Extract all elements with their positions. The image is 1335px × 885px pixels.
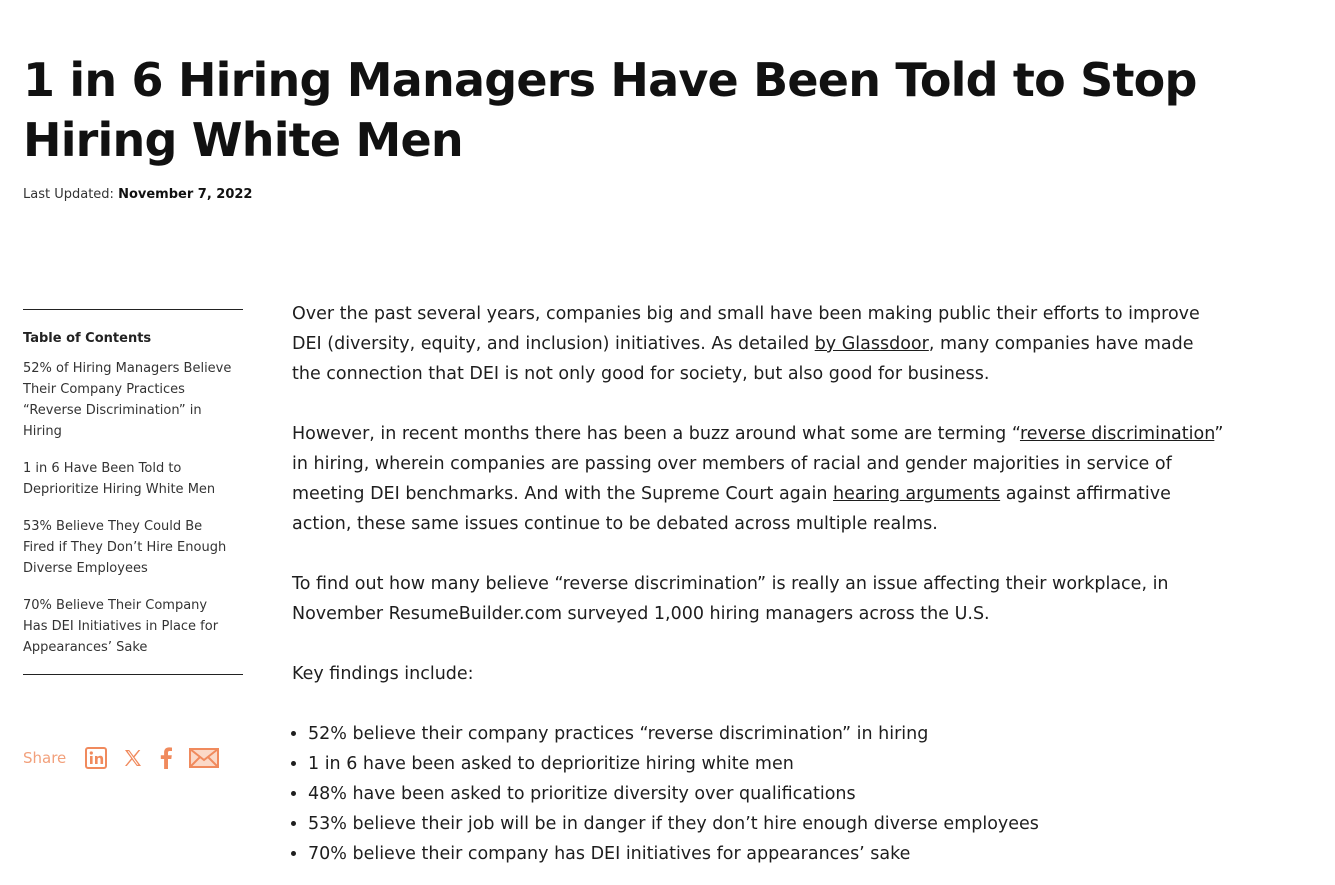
share-label: Share xyxy=(23,749,67,767)
article-body xyxy=(292,299,1227,869)
list-item: • 52% believe their company practices “reverse discrimination” in hiring xyxy=(308,719,1227,749)
last-updated xyxy=(23,187,252,202)
hearing-arguments-link[interactable]: hearing arguments xyxy=(833,484,1001,504)
context-paragraph xyxy=(292,419,1227,539)
toc-title: Table of Contents xyxy=(23,331,152,346)
share-bar xyxy=(23,744,235,772)
toc-item-reverse-discrimination[interactable]: 52% of Hiring Managers Believe Their Company Practices “Reverse Discrimination” in Hiring xyxy=(23,361,232,439)
list-item: • 1 in 6 have been asked to deprioritize hiring white men xyxy=(308,749,1227,779)
article-title: 1 in 6 Hiring Managers Have Been Told to Stop Hiring White Men xyxy=(23,53,1197,167)
toc-bottom-divider xyxy=(23,674,243,675)
context-text-3: against affirmative action, these same issues continue to be debated across multiple realms. xyxy=(292,484,1171,534)
last-updated-date: November 7, 2022 xyxy=(118,187,253,202)
key-findings-heading: Key findings include: xyxy=(292,664,474,684)
glassdoor-link[interactable]: by Glassdoor xyxy=(814,334,929,354)
toc-item-fired-diverse-employees[interactable]: 53% Believe They Could Be Fired if They Don’t Hire Enough Diverse Employees xyxy=(23,519,227,576)
facebook-icon[interactable] xyxy=(159,747,173,769)
context-text-1: However, in recent months there has been a buzz around what some are terming “ xyxy=(292,424,1020,444)
key-findings-list xyxy=(292,719,1227,869)
list-item: • 53% believe their job will be in danger if they don’t hire enough diverse employees xyxy=(308,809,1227,839)
toc-item-deprioritize-white-men[interactable]: 1 in 6 Have Been Told to Deprioritize Hiring White Men xyxy=(23,461,216,497)
intro-paragraph xyxy=(292,299,1227,389)
context-text-2: ” in hiring, wherein companies are passing over members of racial and gender majorities in service of meeting DEI benchmarks. And with the Supreme Court again xyxy=(292,424,1224,504)
list-item: • 70% believe their company has DEI initiatives for appearances’ sake xyxy=(308,839,1227,869)
survey-paragraph: To find out how many believe “reverse discrimination” is really an issue affecting their workplace, in November ResumeBuilder.com surveyed 1,000 hiring managers across the U.S. xyxy=(292,574,1169,624)
intro-text-2: , many companies have made the connection that DEI is not only good for society, but also good for business. xyxy=(292,334,1194,384)
linkedin-icon[interactable] xyxy=(85,747,107,769)
toc-top-divider xyxy=(23,309,243,310)
x-icon[interactable] xyxy=(123,748,143,768)
last-updated-label: Last Updated: xyxy=(23,187,114,202)
list-item: • 48% have been asked to prioritize diversity over qualifications xyxy=(308,779,1227,809)
toc-item-dei-appearances[interactable]: 70% Believe Their Company Has DEI Initiatives in Place for Appearances’ Sake xyxy=(23,598,219,655)
table-of-contents xyxy=(23,309,243,675)
email-icon[interactable] xyxy=(189,748,219,768)
toc-list xyxy=(23,358,243,658)
intro-text-1: Over the past several years, companies big and small have been making public their efforts to improve DEI (diversity, equity, and inclusion) initiatives. As detailed xyxy=(292,304,1200,354)
reverse-discrimination-link[interactable]: reverse discrimination xyxy=(1019,424,1215,444)
